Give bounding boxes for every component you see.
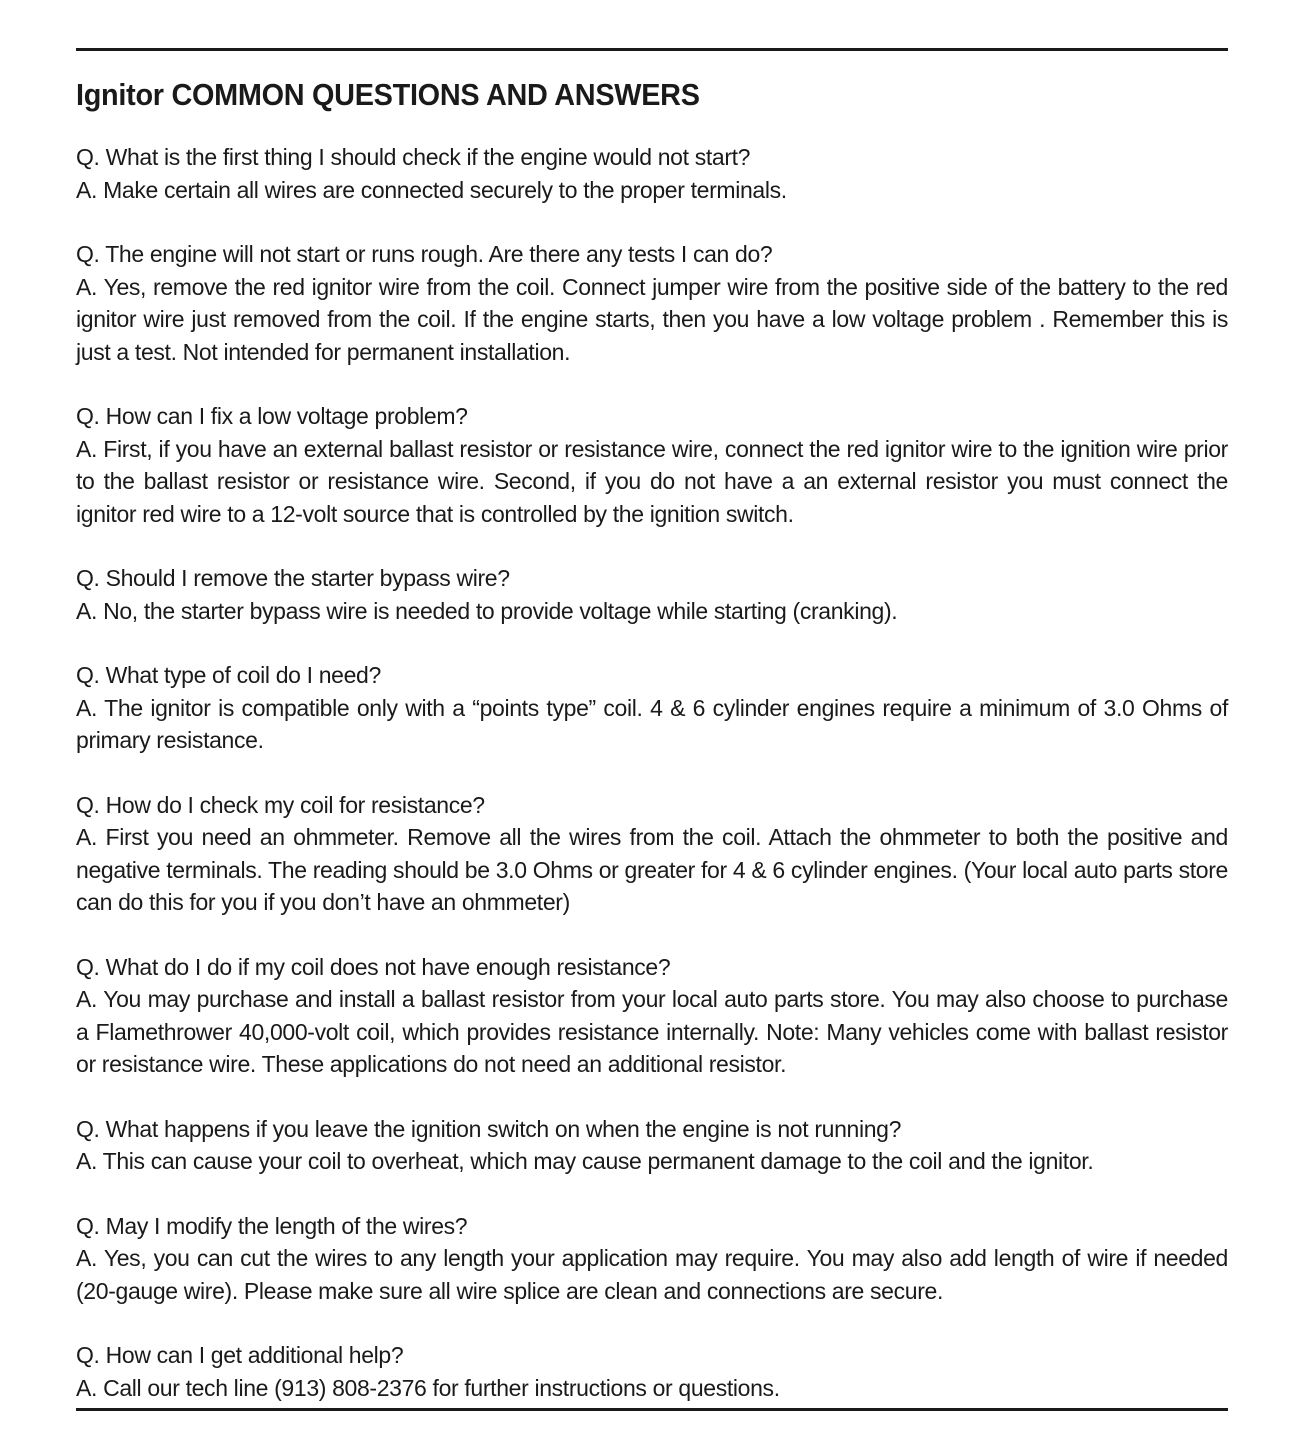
answer: A. You may purchase and install a ballast resistor from your local auto parts store. You may also choose to purchase a Flamethrower 40,000-volt coil, which provides resistance internally. Note: Many vehicles come with ballast resistor or resistance wire. These applications do not need an additional resistor. — [76, 986, 1228, 1077]
qa-item — [76, 1113, 1228, 1178]
top-rule — [76, 48, 1228, 51]
answer: A. Yes, remove the red ignitor wire from the coil. Connect jumper wire from the positive side of the battery to the red ignitor wire just removed from the coil. If the engine starts, then you have a low voltage problem . Remember this is just a test. Not intended for permanent installation. — [76, 273, 1228, 365]
answer: A. Call our tech line (913) 808-2376 for further instructions or questions. — [76, 1374, 780, 1401]
question: Q. How can I fix a low voltage problem? — [76, 403, 468, 429]
qa-list — [76, 141, 1228, 1404]
qa-item — [76, 238, 1228, 368]
question: Q. The engine will not start or runs rough. Are there any tests I can do? — [76, 241, 773, 267]
question: Q. How can I get additional help? — [76, 1342, 404, 1368]
page-title: Ignitor COMMON QUESTIONS AND ANSWERS — [76, 77, 700, 112]
qa-item — [76, 562, 1228, 627]
question: Q. Should I remove the starter bypass wire? — [76, 565, 510, 591]
qa-item — [76, 1339, 1228, 1404]
question: Q. What type of coil do I need? — [76, 662, 381, 688]
question: Q. What happens if you leave the ignition switch on when the engine is not running? — [76, 1115, 902, 1142]
answer: A. The ignitor is compatible only with a “points type” coil. 4 & 6 cylinder engines require a minimum of 3.0 Ohms of primary resistance. — [76, 694, 1228, 753]
qa-item — [76, 1210, 1228, 1308]
qa-item — [76, 951, 1228, 1081]
bottom-rule — [76, 1408, 1228, 1411]
answer: A. First, if you have an external ballast resistor or resistance wire, connect the red ignitor wire to the ignition wire prior to the ballast resistor or resistance wire. Second, if you do not have a an external resistor you must connect the ignitor red wire to a 12-volt source that is controlled by the ignition switch. — [76, 435, 1228, 527]
answer: A. Yes, you can cut the wires to any length your application may require. You may also add length of wire if needed (20-gauge wire). Please make sure all wire splice are clean and connections are secure. — [76, 1245, 1228, 1304]
answer: A. No, the starter bypass wire is needed to provide voltage while starting (cranking). — [76, 597, 898, 624]
answer: A. Make certain all wires are connected securely to the proper terminals. — [76, 176, 787, 203]
document-page — [76, 48, 1228, 1436]
question: Q. What is the first thing I should check if the engine would not start? — [76, 144, 751, 170]
question: Q. May I modify the length of the wires? — [76, 1212, 468, 1239]
answer: A. This can cause your coil to overheat, which may cause permanent damage to the coil and the ignitor. — [76, 1148, 1094, 1174]
question: Q. What do I do if my coil does not have enough resistance? — [76, 953, 671, 980]
qa-item — [76, 141, 1228, 206]
qa-item — [76, 659, 1228, 757]
qa-item — [76, 789, 1228, 919]
question: Q. How do I check my coil for resistance? — [76, 791, 485, 818]
answer: A. First you need an ohmmeter. Remove all the wires from the coil. Attach the ohmmeter to both the positive and negative terminals. The reading should be 3.0 Ohms or greater for 4 & 6 cylinder engines. (Your local auto parts store can do this for you if you don’t have an ohmmeter) — [76, 824, 1228, 915]
qa-item — [76, 400, 1228, 530]
